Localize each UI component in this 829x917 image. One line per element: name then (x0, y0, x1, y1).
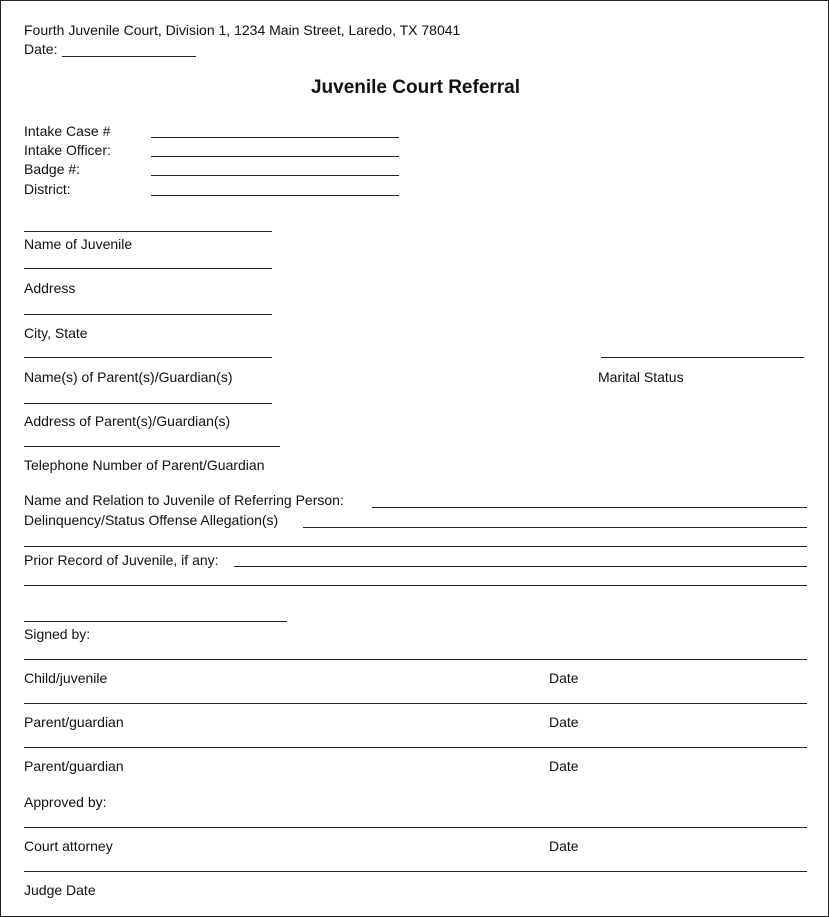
parents-name-field[interactable] (24, 357, 272, 358)
city-state-label: City, State (24, 325, 88, 341)
district-field[interactable] (151, 195, 399, 196)
judge-label: Judge Date (24, 882, 96, 898)
allegation-label: Delinquency/Status Offense Allegation(s) (24, 512, 279, 528)
parent2-signature-field[interactable] (24, 747, 807, 748)
intake-officer-label: Intake Officer: (24, 142, 111, 158)
referring-person-field[interactable] (372, 507, 807, 508)
parent1-date-label: Date (549, 714, 579, 730)
intake-case-label: Intake Case # (24, 123, 111, 139)
juvenile-name-label: Name of Juvenile (24, 236, 133, 252)
parent-phone-label: Telephone Number of Parent/Guardian (24, 457, 265, 473)
parents-address-label: Address of Parent(s)/Guardian(s) (24, 413, 231, 429)
signed-by-field[interactable] (24, 621, 287, 622)
parent2-date-label: Date (549, 758, 579, 774)
marital-status-label: Marital Status (598, 369, 684, 385)
court-address: Fourth Juvenile Court, Division 1, 1234 Main Street, Laredo, TX 78041 (24, 22, 461, 38)
child-signature-field[interactable] (24, 659, 807, 660)
date-field[interactable] (62, 56, 196, 57)
child-label: Child/juvenile (24, 670, 108, 686)
judge-signature-field[interactable] (24, 871, 807, 872)
parent2-label: Parent/guardian (24, 758, 124, 774)
intake-officer-field[interactable] (151, 156, 399, 157)
attorney-label: Court attorney (24, 838, 113, 854)
parents-address-field[interactable] (24, 403, 272, 404)
referring-person-label: Name and Relation to Juvenile of Referring Person: (24, 492, 344, 508)
prior-record-label: Prior Record of Juvenile, if any: (24, 552, 219, 568)
allegation-field-2[interactable] (24, 546, 807, 547)
parent-phone-field[interactable] (24, 446, 280, 447)
city-state-field[interactable] (24, 314, 272, 315)
intake-case-field[interactable] (151, 137, 399, 138)
date-label: Date: (24, 41, 58, 57)
allegation-field[interactable] (303, 527, 807, 528)
badge-field[interactable] (151, 175, 399, 176)
juvenile-name-field[interactable] (24, 231, 272, 232)
parent1-label: Parent/guardian (24, 714, 124, 730)
prior-record-field[interactable] (234, 566, 807, 567)
marital-status-field[interactable] (601, 357, 804, 358)
badge-label: Badge #: (24, 161, 81, 177)
parent1-signature-field[interactable] (24, 703, 807, 704)
signed-by-label: Signed by: (24, 626, 91, 642)
address-field[interactable] (24, 268, 272, 269)
parents-name-label: Name(s) of Parent(s)/Guardian(s) (24, 369, 233, 385)
attorney-date-label: Date (549, 838, 579, 854)
approved-by-label: Approved by: (24, 794, 107, 810)
form-title: Juvenile Court Referral (310, 77, 521, 98)
child-date-label: Date (549, 670, 579, 686)
attorney-signature-field[interactable] (24, 827, 807, 828)
address-label: Address (24, 280, 76, 296)
prior-record-field-2[interactable] (24, 585, 807, 586)
district-label: District: (24, 181, 71, 197)
